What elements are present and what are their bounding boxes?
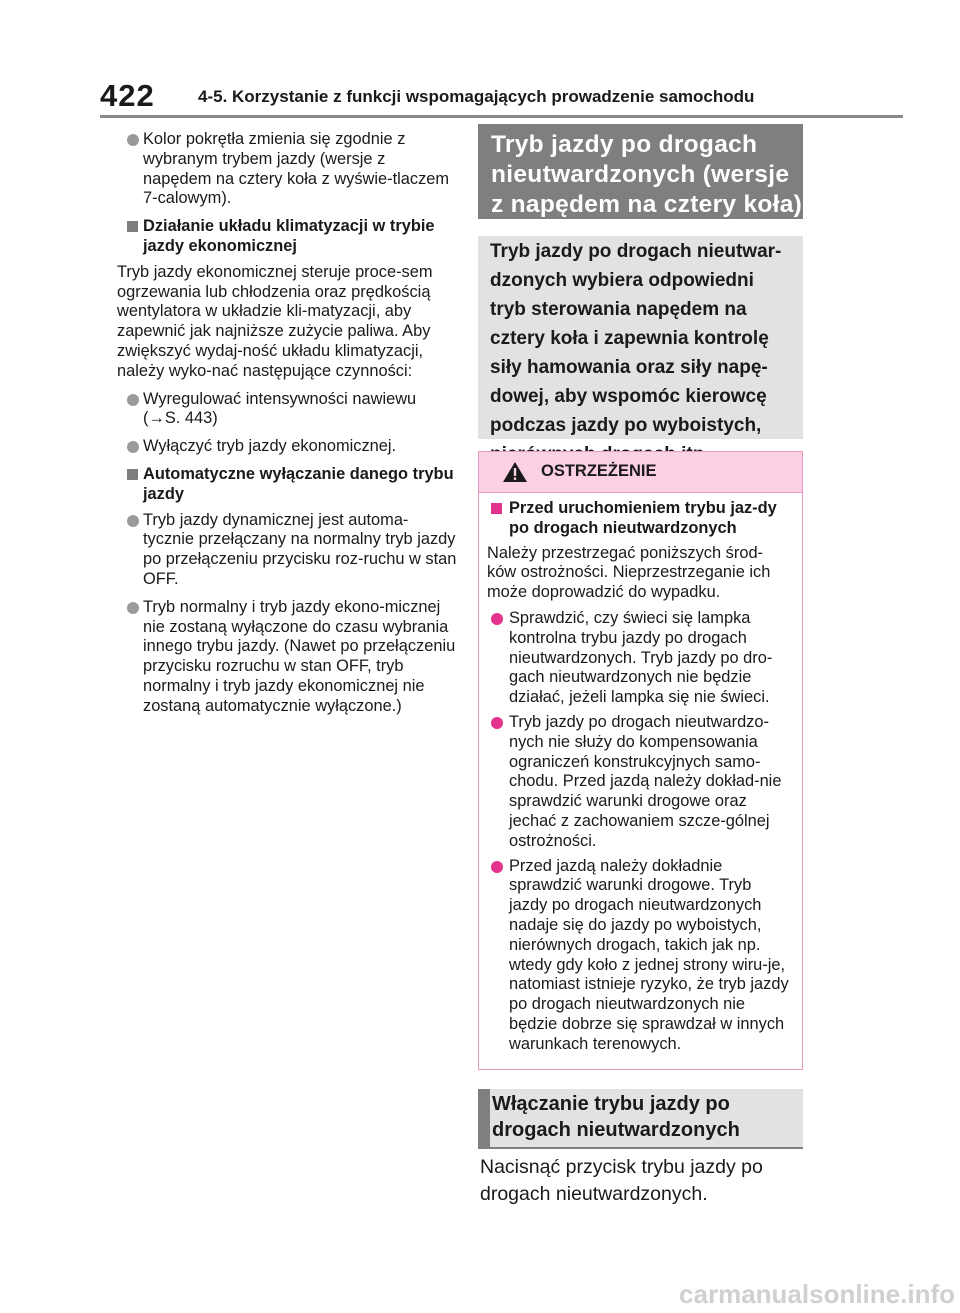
subsection-text: Nacisnąć przycisk trybu jazdy po drogach nieutwardzonych. [480, 1156, 763, 1205]
header-rule [100, 115, 903, 118]
square-bullet-icon [127, 221, 138, 232]
bullet-dot-icon [127, 515, 139, 527]
bullet-dot-icon [491, 861, 503, 873]
warning-list-item: Przed jazdą należy dokładnie sprawdzić warunki drogowe. Tryb jazdy po drogach nieutwardzonych nadaje się do jazdy po wyboistych, nierównych drogach, takich jak np. wtedy gdy koło z jednej strony wiru-je, natomiast istnieje ryzyko, że tryb jazdy po drogach nieutwardzonych nie będzie dobrze się sprawdzał w innych warunkach terenowych. [487, 857, 792, 1055]
page-number: 422 [100, 78, 155, 113]
warning-list-item: Sprawdzić, czy świeci się lampka kontrolna trybu jazdy po drogach nieutwardzonych. Tryb jazdy po dro-gach nieutwardzonych nie będzie działać, jeżeli lampka się nie świeci. [487, 609, 792, 708]
list-item: Tryb normalny i tryb jazdy ekono-micznej nie zostaną wyłączone do czasu wybrania innego trybu jazdy. (Nawet po przełączeniu przycisku rozruchu w stan OFF, tryb normalny i tryb jazdy ekonomicznej nie zostaną automatycznie wyłączone.) [117, 598, 457, 717]
watermark: carmanualsonline.info [679, 1279, 955, 1309]
square-bullet-icon [491, 503, 502, 514]
subsection-header [478, 1089, 803, 1149]
chapter-title: 4-5. Korzystanie z funkcji wspomagających prowadzenie samochodu [198, 87, 755, 106]
bullet-dot-icon [491, 717, 503, 729]
warning-body [479, 493, 802, 1055]
section-intro: Tryb jazdy po drogach nieutwar-dzonych wybiera odpowiedni tryb sterowania napędem na cztery koła i zapewnia kontrolę siły hamowania oraz siły napę-dowej, aby wspomóc kierowcę podczas jazdy po wyboistych, [478, 236, 803, 439]
square-bullet-icon [127, 469, 138, 480]
bullet-dot-icon [491, 613, 503, 625]
list-item: Wyłączyć tryb jazdy ekonomicznej. [117, 437, 457, 457]
list-item: Kolor pokrętła zmienia się zgodnie z wybranym trybem jazdy (wersje z napędem na cztery koła z wyświe-tlaczem 7-calowym). [117, 130, 457, 209]
warning-header [479, 452, 802, 493]
section-title: Tryb jazdy po drogach nieutwardzonych (wersje z napędem na cztery koła) [478, 124, 803, 219]
bullet-dot-icon [127, 441, 139, 453]
page-header [100, 78, 900, 118]
warning-list-item: Tryb jazdy po drogach nieutwardzo-nych nie służy do kompensowania ograniczeń konstrukcyjnych samo-chodu. Przed jazdą należy dokład-nie sprawdzić warunki drogowe oraz jechać z zachowaniem szcze-gólnej ostrożności. [487, 713, 792, 852]
paragraph: Tryb jazdy ekonomicznej steruje proce-sem ogrzewania lub chłodzenia oraz prędkością wentylatora w układzie kli-matyzacji, aby zapewnić jak najniższe zużycie paliwa. Aby zwiększyć wydaj-ność układu klimatyzacji, należy wyko-nać następujące czynności: [117, 262, 433, 380]
list-item: Tryb jazdy dynamicznej jest automa-tycznie przełączany na normalny tryb jazdy po przełączeniu przycisku roz-ruchu w stan OFF. [117, 511, 457, 590]
warning-title: OSTRZEŻENIE [541, 462, 657, 480]
warning-subheading: Przed uruchomieniem trybu jaz-dy po drogach nieutwardzonych [487, 499, 792, 539]
left-column [117, 130, 457, 725]
warning-triangle-icon [502, 461, 528, 483]
list-item: Wyregulować intensywności nawiewu (→S. 443) [117, 390, 457, 430]
warning-box [478, 451, 803, 1070]
warning-paragraph: Należy przestrzegać poniższych środ-ków ostrożności. Nieprzestrzeganie ich może doprowadzić do wypadku. [487, 543, 771, 602]
bullet-dot-icon [127, 394, 139, 406]
subheading: Działanie układu klimatyzacji w trybie jazdy ekonomicznej [117, 217, 457, 257]
subheading: Automatyczne wyłączanie danego trybu jazdy [117, 465, 457, 505]
subsection-accent-bar [478, 1089, 490, 1147]
bullet-dot-icon [127, 134, 139, 146]
subsection-title: Włączanie trybu jazdy po drogach nieutwardzonych [492, 1093, 740, 1141]
bullet-dot-icon [127, 602, 139, 614]
